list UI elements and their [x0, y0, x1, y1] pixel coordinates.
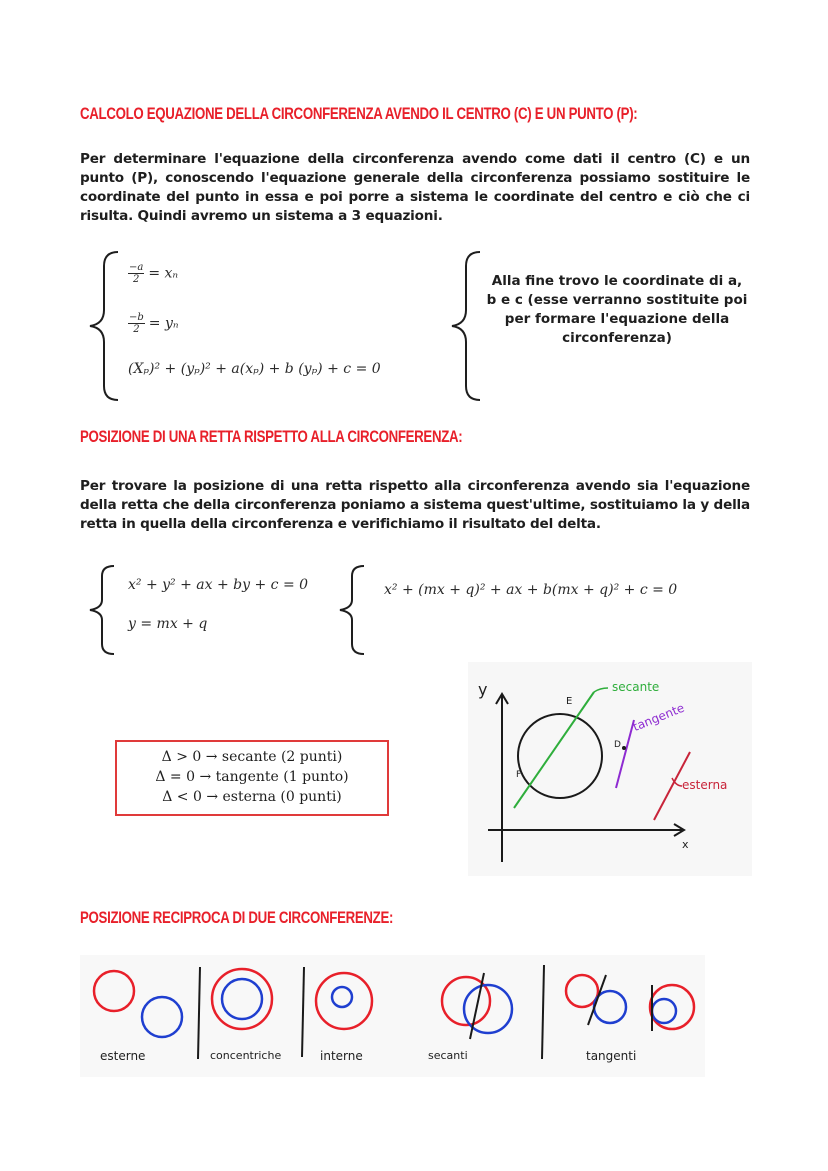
heading-posizione-retta: POSIZIONE DI UNA RETTA RISPETTO ALLA CIRCONFERENZA:: [80, 427, 463, 446]
heading-equazione-circonferenza: CALCOLO EQUAZIONE DELLA CIRCONFERENZA AVENDO IL CENTRO (C) E UN PUNTO (P):: [80, 104, 638, 123]
point-e-label: E: [566, 696, 573, 707]
equation-circonferenza: x² + y² + ax + by + c = 0: [128, 577, 309, 593]
esterne-blue-circle: [142, 997, 182, 1037]
delta-cases-box: [115, 740, 389, 816]
equation-retta: y = mx + q: [128, 616, 208, 632]
brace-note: [448, 248, 488, 404]
delta-esterna: Δ < 0 → esterna (0 punti): [162, 789, 342, 805]
label-interne: interne: [320, 1049, 363, 1063]
tangenti-red-circle-2: [650, 985, 694, 1029]
equation-xc: $\frac{-a}{2}$ = xₙ: [129, 262, 179, 285]
y-axis-label: y: [478, 680, 488, 699]
label-esterne: esterne: [100, 1049, 146, 1063]
diagram-axes: [468, 662, 752, 876]
label-secante: secante: [612, 680, 660, 694]
delta-secante: Δ > 0 → secante (2 punti): [161, 749, 343, 765]
line-tangente: [616, 720, 634, 788]
x-axis-label: x: [682, 838, 689, 851]
brace-system-2: [86, 562, 122, 658]
paragraph-posizione-retta: Per trovare la posizione di una retta rispetto alla circonferenza avendo sia l'equazione della retta che della circonferenza poniamo a sistema quest'ultime, sostituiamo la y della retta in quella della circonferenza e verifichiamo il risultato del delta.: [80, 478, 750, 532]
equation-general-point: (Xₚ)² + (yₚ)² + a(xₚ) + b (yₚ) + c = 0: [128, 361, 381, 377]
concentriche-blue-circle: [222, 979, 262, 1019]
equation-yc: $\frac{-b}{2}$ = yₙ: [129, 312, 179, 335]
note-coordinate-abc: Alla fine trovo le coordinate di a, b e c (esse verranno sostituite poi per formare l'equazione della circonferenza): [486, 273, 748, 346]
circle-positions-diagram: [80, 955, 705, 1077]
label-secanti: secanti: [428, 1049, 468, 1062]
tangenti-red-circle-1: [566, 975, 598, 1007]
paragraph-equazione-circonferenza: Per determinare l'equazione della circonferenza avendo come dati il centro (C) e un punto (P), conoscendo l'equazione generale della circonferenza possiamo sostituire le coordinate del punto in essa e poi porre a sistema le coordinate del centro e ciò che ci risulta. Quindi avremo un sistema a 3 equazioni.: [80, 151, 750, 224]
label-tangenti: tangenti: [586, 1049, 637, 1063]
equation-substitution: x² + (mx + q)² + ax + b(mx + q)² + c = 0: [384, 582, 678, 598]
interne-blue-circle: [332, 987, 352, 1007]
esterne-red-circle: [94, 971, 134, 1011]
brace-substitution: [336, 562, 372, 658]
point-d: [622, 746, 626, 750]
interne-red-circle: [316, 973, 372, 1029]
tangenti-blue-circle-2: [652, 999, 676, 1023]
point-d-label: D: [614, 740, 621, 750]
point-f-label: F: [516, 770, 522, 780]
label-tangente: tangente: [630, 700, 687, 734]
label-esterna: esterna: [682, 778, 728, 792]
delta-tangente: Δ = 0 → tangente (1 punto): [155, 769, 349, 785]
line-circle-diagram: [468, 662, 752, 876]
heading-due-circonferenze: POSIZIONE RECIPROCA DI DUE CIRCONFERENZE:: [80, 908, 394, 927]
brace-system-1: [86, 248, 126, 404]
label-concentriche: concentriche: [210, 1049, 282, 1062]
